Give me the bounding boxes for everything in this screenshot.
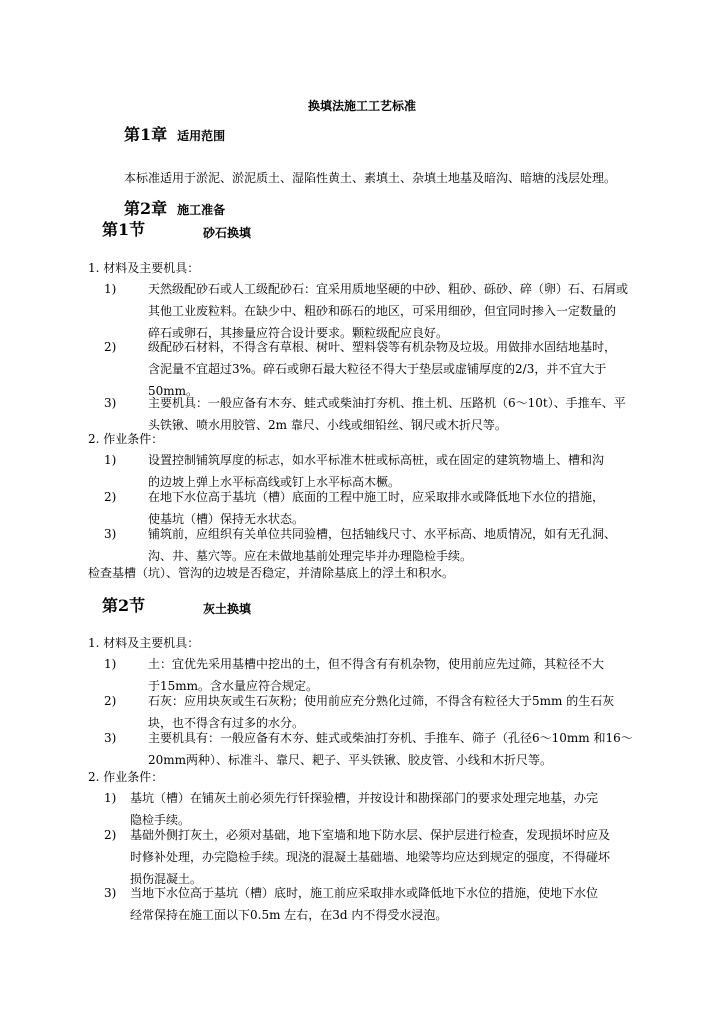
s2-cond-3-text: 当地下水位高于基坑（槽）底时，施工前应采取排水或降低地下水位的措施，使地下水位 经常保持在施工面以下0.5m 左右，在3d 内不得受水浸泡。 <box>130 886 599 922</box>
s1-item-1-number: 1) <box>104 282 117 296</box>
s2-cond-1-text: 基坑（槽）在铺灰土前必须先行钎探验槽，并按设计和勘探部门的要求处理完地基，办完 隐检手续。 <box>130 791 599 827</box>
s1-item-2-number: 2) <box>104 340 117 354</box>
s2-item-2-text: 石灰：应用块灰或生石灰粉；使用前应充分熟化过筛，不得含有粒径大于5mm 的生石灰 块，也不得含有过多的水分。 <box>148 694 615 730</box>
s2-cond-2-text: 基础外侧打灰土，必须对基础，地下室墙和地下防水层、保护层进行检查，发现损坏时应及 时修补处理，办完隐检手续。现浇的混凝土基础墙、地梁等均应达到规定的强度，不得碰坏 损伤混凝土。 <box>130 828 611 886</box>
chapter-1-name: 适用范围 <box>177 129 226 143</box>
chapter-1-heading <box>124 127 225 144</box>
s2-item-1-number: 1) <box>104 657 117 671</box>
s2-item-2-number: 2) <box>104 694 117 708</box>
s1-cond-3-text: 铺筑前，应组织有关单位共同验槽，包括轴线尺寸、水平标高、地质情况，如有无孔洞、 沟、井、墓穴等。应在未做地基前处理完毕并办理隐检手续。 <box>148 527 617 563</box>
chapter-1-label: 第1章 <box>124 125 168 144</box>
s2-cond-3-number: 3) <box>104 886 117 900</box>
section-2-name: 灰土换填 <box>203 602 252 616</box>
s1-cond-1-number: 1) <box>104 453 117 467</box>
s1-conditions-heading: 2. 作业条件： <box>88 432 164 446</box>
s1-item-3-text: 主要机具：一般应备有木夯、蛙式或柴油打夯机、推土机、压路机（6～10t）、手推车、平 头铁锹、喷水用胶管、2m 靠尺、小线或细铅丝、钢尺或木折尺等。 <box>148 396 626 432</box>
chapter-2-name: 施工准备 <box>177 203 226 217</box>
chapter-2-heading <box>124 201 225 218</box>
section-2-label: 第2节 <box>102 596 146 615</box>
s2-cond-1-number: 1) <box>104 791 117 805</box>
s1-materials-heading: 1. 材料及主要机具： <box>88 261 200 275</box>
section-1-name: 砂石换填 <box>203 226 252 240</box>
section-1-label: 第1节 <box>102 220 146 239</box>
section-1-heading <box>102 222 145 239</box>
s1-item-2-text: 级配砂石材料，不得含有草根、树叶、塑料袋等有机杂物及垃圾。用做排水固结地基时， 含泥量不宜超过3%。碎石或卵石最大粒径不得大于垫层或虚铺厚度的2/3，并不宜大于 50mm。 <box>148 340 617 398</box>
s2-item-3-text: 主要机具有：一般应备有木夯、蛙式或柴油打夯机、手推车、筛子（孔径6～10mm 和16～ 20mm两种）、标准斗、靠尺、耙子、平头铁锹、胶皮管、小线和木折尺等。 <box>148 731 633 767</box>
chapter-1-text: 本标准适用于淤泥、淤泥质土、湿陷性黄土、素填土、杂填土地基及暗沟、暗塘的浅层处理。 <box>124 171 617 185</box>
s1-item-3-number: 3) <box>104 396 117 410</box>
s1-cond-2-number: 2) <box>104 490 117 504</box>
s1-item-1-text: 天然级配砂石或人工级配砂石：宜采用质地坚硬的中砂、粗砂、砾砂、碎（卵）石、石屑或 其他工业废粒料。在缺少中、粗砂和砾石的地区，可采用细砂，但宜同时掺入一定数量的 碎石或卵石，其掺量应符合设计要求。颗粒级配应良好。 <box>148 282 629 340</box>
chapter-2-label: 第2章 <box>124 199 168 218</box>
s2-item-1-text: 土：宜优先采用基槽中挖出的土，但不得含有有机杂物，使用前应先过筛，其粒径不大 于15mm。含水量应符合规定。 <box>148 657 605 693</box>
s1-closing-text: 检查基槽（坑）、管沟的边坡是否稳定，并清除基底上的浮土和积水。 <box>88 566 455 580</box>
s2-cond-2-number: 2) <box>104 828 117 842</box>
s1-cond-2-text: 在地下水位高于基坑（槽）底面的工程中施工时，应采取排水或降低地下水位的措施， 使基坑（槽）保持无水状态。 <box>148 490 605 526</box>
section-2-heading <box>102 598 145 615</box>
s1-cond-1-text: 设置控制铺筑厚度的标志，如水平标准木桩或标高桩，或在固定的建筑物墙上、槽和沟 的边坡上弹上水平标高线或钉上水平标高木橛。 <box>148 453 605 489</box>
s2-item-3-number: 3) <box>104 731 117 745</box>
s1-cond-3-number: 3) <box>104 527 117 541</box>
s2-materials-heading: 1. 材料及主要机具： <box>88 636 200 650</box>
s2-conditions-heading: 2. 作业条件： <box>88 770 164 784</box>
document-title: 换填法施工工艺标准 <box>307 99 416 113</box>
